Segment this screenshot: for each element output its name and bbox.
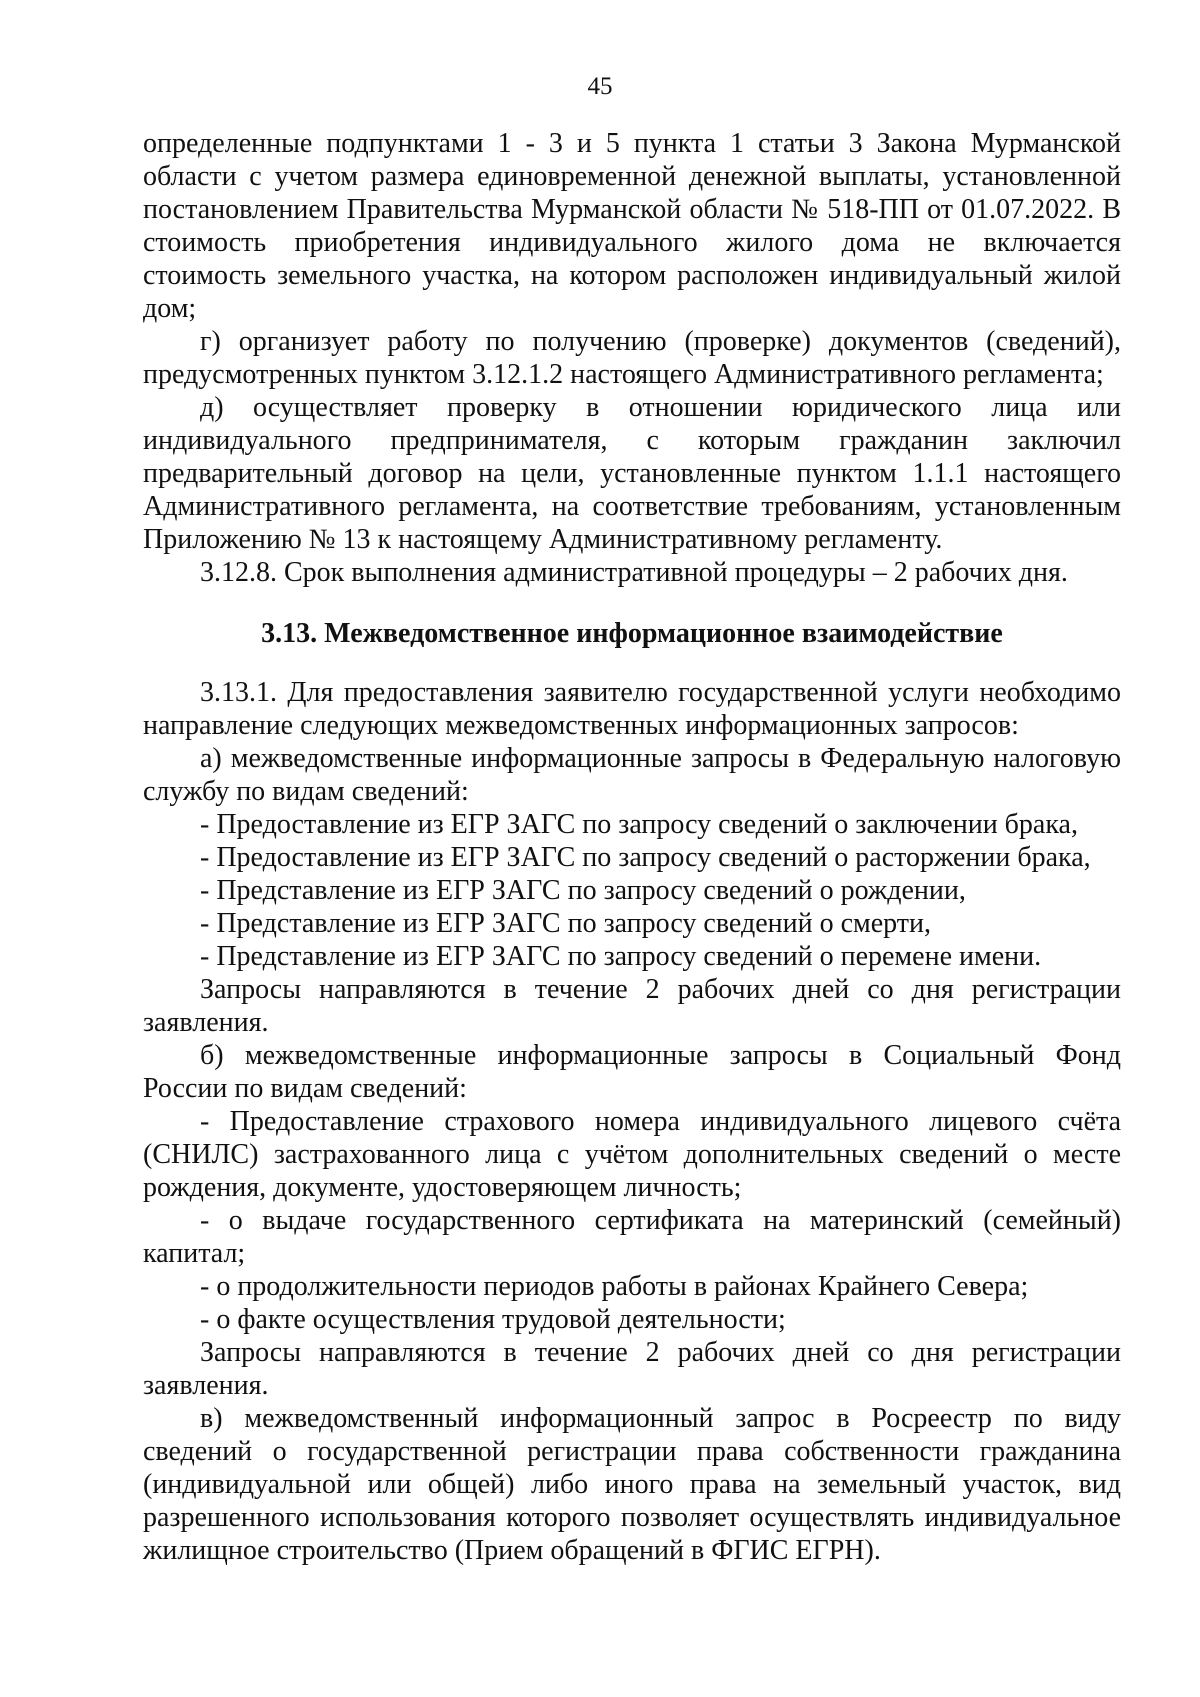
- document-body: [143, 127, 1121, 1567]
- list-item: - о выдаче государственного сертификата на материнский (семейный) капитал;: [143, 1205, 1121, 1269]
- list-item: - Предоставление из ЕГР ЗАГС по запросу сведений о заключении брака,: [200, 809, 1078, 840]
- paragraph-item-v: в) межведомственный информационный запрос в Росреестр по виду сведений о государственной регистрации права собственности гражданина (индивидуальной или общей) либо иного права на земельный участок, вид разрешенного использования которого позволяет осуществлять индивидуальное жилищное строительство (Прием обращений в ФГИС ЕГРН).: [143, 1403, 1121, 1566]
- list-item: - Представление из ЕГР ЗАГС по запросу сведений о перемене имени.: [200, 941, 1042, 972]
- list-item: - Предоставление страхового номера индивидуального лицевого счёта (СНИЛС) застрахованного лица с учётом дополнительных сведений о месте рождения, документе, удостоверяющем личность;: [143, 1106, 1121, 1203]
- requests-timing-note: Запросы направляются в течение 2 рабочих дней со дня регистрации заявления.: [143, 974, 1121, 1038]
- list-item: - о факте осуществления трудовой деятельности;: [200, 1304, 786, 1335]
- requests-timing-note: Запросы направляются в течение 2 рабочих дней со дня регистрации заявления.: [143, 1337, 1121, 1401]
- list-item: - Предоставление из ЕГР ЗАГС по запросу сведений о расторжении брака,: [200, 842, 1091, 873]
- paragraph-item-g: г) организует работу по получению (проверке) документов (сведений), предусмотренных пунктом 3.12.1.2 настоящего Административного регламента;: [143, 326, 1121, 390]
- list-item: - о продолжительности периодов работы в районах Крайнего Севера;: [200, 1271, 1029, 1302]
- paragraph-item-a: а) межведомственные информационные запросы в Федеральную налоговую службу по видам сведений:: [143, 743, 1121, 807]
- paragraph-continuation: определенные подпунктами 1 - 3 и 5 пункта 1 статьи 3 Закона Мурманской области с учетом размера единовременной денежной выплаты, установленной постановлением Правительства Мурманской области № 518-ПП от 01.07.2022. В стоимость приобретения индивидуального жилого дома не включается стоимость земельного участка, на котором расположен индивидуальный жилой дом;: [143, 128, 1121, 324]
- page-number: 45: [587, 73, 613, 100]
- list-item: - Представление из ЕГР ЗАГС по запросу сведений о рождении,: [200, 875, 966, 906]
- list-item: - Представление из ЕГР ЗАГС по запросу сведений о смерти,: [200, 908, 932, 939]
- paragraph-3-13-1: 3.13.1. Для предоставления заявителю государственной услуги необходимо направление следующих межведомственных информационных запросов:: [143, 677, 1121, 741]
- paragraph-item-d: д) осуществляет проверку в отношении юридического лица или индивидуального предпринимателя, с которым гражданин заключил предварительный договор на цели, установленные пунктом 1.1.1 настоящего Административного регламента, на соответствие требованиям, установленным Приложению № 13 к настоящему Административному регламенту.: [143, 392, 1121, 555]
- paragraph-item-b: б) межведомственные информационные запросы в Социальный Фонд России по видам сведений:: [143, 1040, 1121, 1104]
- paragraph-3-12-8: 3.12.8. Срок выполнения административной процедуры – 2 рабочих дня.: [200, 557, 1068, 588]
- section-heading: 3.13. Межведомственное информационное взаимодействие: [261, 618, 1003, 649]
